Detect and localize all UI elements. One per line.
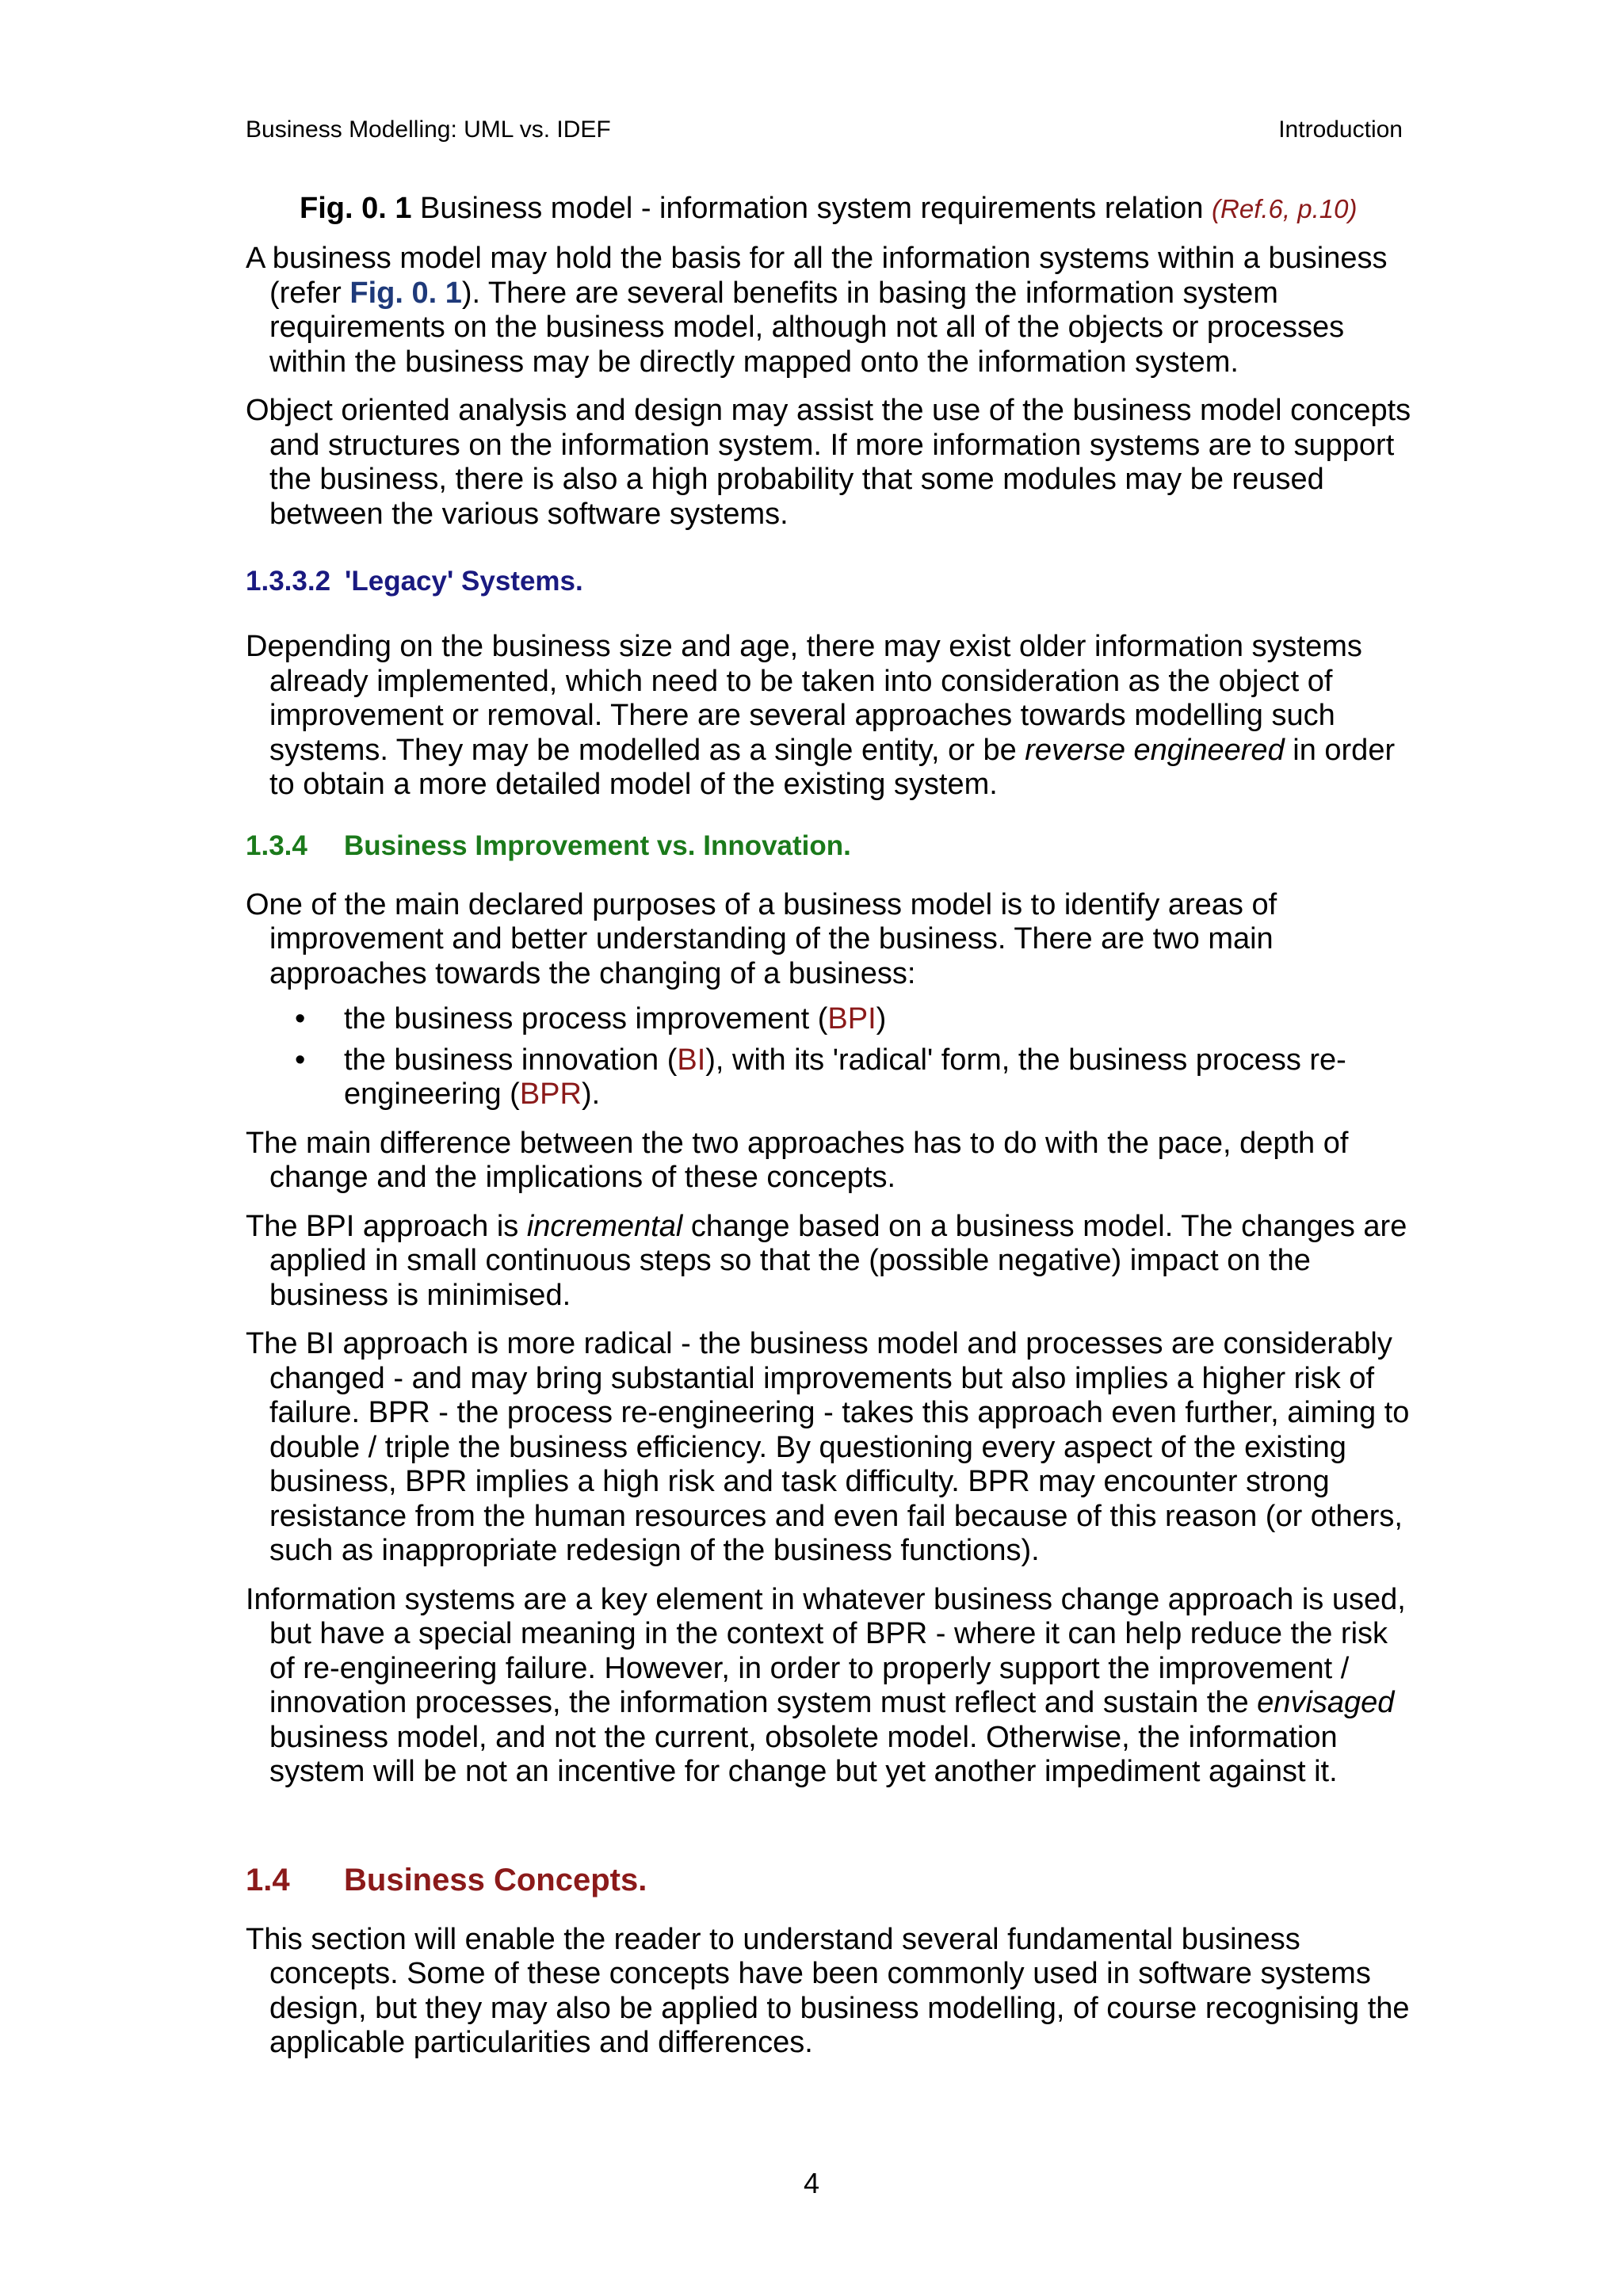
emphasis-text: incremental — [526, 1209, 683, 1243]
figure-label: Fig. 0. 1 — [300, 192, 412, 225]
paragraph-text: ). There are several benefits in basing the information system requirements on the business model, although not all of the objects or processes within the business may be directly mapped onto the information system. — [269, 276, 1345, 379]
paragraph-declared-purposes: One of the main declared purposes of a business model is to identify areas of improvement and better understanding of the business. There are two main approaches towards the changing of a business: — [246, 887, 1277, 990]
figure-reference: (Ref.6, p.10) — [1212, 194, 1358, 223]
acronym-bpr: BPR — [519, 1077, 582, 1111]
paragraph-business-concepts: This section will enable the reader to understand several fundamental business concepts. Some of these concepts have been commonly used in software systems design, but they may also be applied to business modelling, of course recognising the applicable particularities and differences. — [246, 1922, 1410, 2059]
paragraph-legacy-systems — [246, 630, 1415, 803]
list-item-text: ) — [876, 1002, 887, 1035]
heading-title: 'Legacy' Systems. — [345, 566, 583, 597]
heading-title: Business Concepts. — [344, 1862, 647, 1897]
paragraph-business-model-basis — [246, 242, 1415, 379]
spacer — [246, 1899, 1415, 1923]
paragraph-object-oriented-analysis: Object oriented analysis and design may assist the use of the business model concepts and structures on the information system. If more information systems are to support the business, there is also a high probability that some modules may be reused between the various software systems. — [246, 394, 1411, 531]
bullet-icon: • — [295, 1043, 306, 1077]
list-item-text: the business innovation ( — [344, 1043, 678, 1077]
heading-number: 1.4 — [246, 1862, 290, 1897]
paragraph-text: Information systems are a key element in whatever business change approach is used, but have a special meaning in the context of BPR - where it can help reduce the risk of re-engineering failure. However, in order to properly support the improvement / innovation processes, the information system must reflect and sustain the — [246, 1582, 1406, 1719]
emphasis-text: envisaged — [1257, 1686, 1395, 1719]
acronym-bpi: BPI — [827, 1002, 876, 1035]
figure-cross-reference-link[interactable]: Fig. 0. 1 — [349, 276, 462, 310]
paragraph-bi-approach: The BI approach is more radical - the business model and processes are considerably changed - and may bring substantial improvements but also implies a higher risk of failure. BPR - the process re-engineering - takes this approach even further, aiming to double / triple the business efficiency. By questioning every aspect of the existing business, BPR implies a high risk and task difficulty. BPR may encounter strong resistance from the human resources and even fail because of this reason (or others, such as inappropriate redesign of the business functions). — [246, 1327, 1410, 1567]
heading-business-concepts — [246, 1861, 1415, 1899]
paragraph-main-difference: The main difference between the two approaches has to do with the pace, depth of change and the implications of these concepts. — [246, 1126, 1349, 1194]
spacer — [246, 598, 1415, 630]
running-header-section: Introduction — [1278, 116, 1403, 143]
list-item-text: ). — [581, 1077, 601, 1111]
paragraph-text: The BPI approach is — [246, 1209, 527, 1243]
list-item — [246, 1002, 1415, 1037]
acronym-bi: BI — [677, 1043, 706, 1077]
paragraph-text: in order to obtain a more detailed model of the existing system. — [269, 733, 1396, 801]
heading-number: 1.3.4 — [246, 830, 307, 861]
page-number: 4 — [803, 2167, 820, 2199]
emphasis-text: reverse engineered — [1025, 733, 1285, 767]
figure-caption — [300, 190, 1415, 227]
paragraph-text: business model, and not the current, obsolete model. Otherwise, the information system will be not an incentive for change but yet another impediment against it. — [269, 1720, 1338, 1788]
running-header-title: Business Modelling: UML vs. IDEF — [246, 116, 611, 143]
paragraph-text: A business model may hold the basis for all the information systems within a business (refer — [246, 242, 1388, 310]
list-item — [246, 1043, 1415, 1112]
paragraph-information-systems — [246, 1583, 1415, 1790]
approaches-list — [246, 1002, 1415, 1112]
paragraph-text: Depending on the business size and age, there may exist older information systems already implemented, which need to be taken into consideration as the object of improvement or removal. There are several approaches towards modelling such systems. They may be modelled as a single entity, or be — [246, 630, 1362, 767]
bullet-icon: • — [295, 1002, 306, 1035]
spacer — [246, 863, 1415, 888]
paragraph-bpi-approach — [246, 1210, 1415, 1314]
figure-caption-text: Business model - information system requirements relation — [411, 192, 1212, 225]
page-body — [246, 190, 1415, 2061]
heading-title: Business Improvement vs. Innovation. — [344, 830, 851, 861]
heading-business-improvement — [246, 830, 1415, 863]
heading-legacy-systems — [246, 565, 1415, 598]
heading-number: 1.3.3.2 — [246, 566, 331, 597]
list-item-text: ), with its 'radical' form, the business process re-engineering ( — [344, 1043, 1346, 1111]
list-item-text: the business process improvement ( — [344, 1002, 828, 1035]
paragraph-text: change based on a business model. The changes are applied in small continuous steps so that the (possible negative) impact on the business is minimised. — [269, 1209, 1407, 1312]
